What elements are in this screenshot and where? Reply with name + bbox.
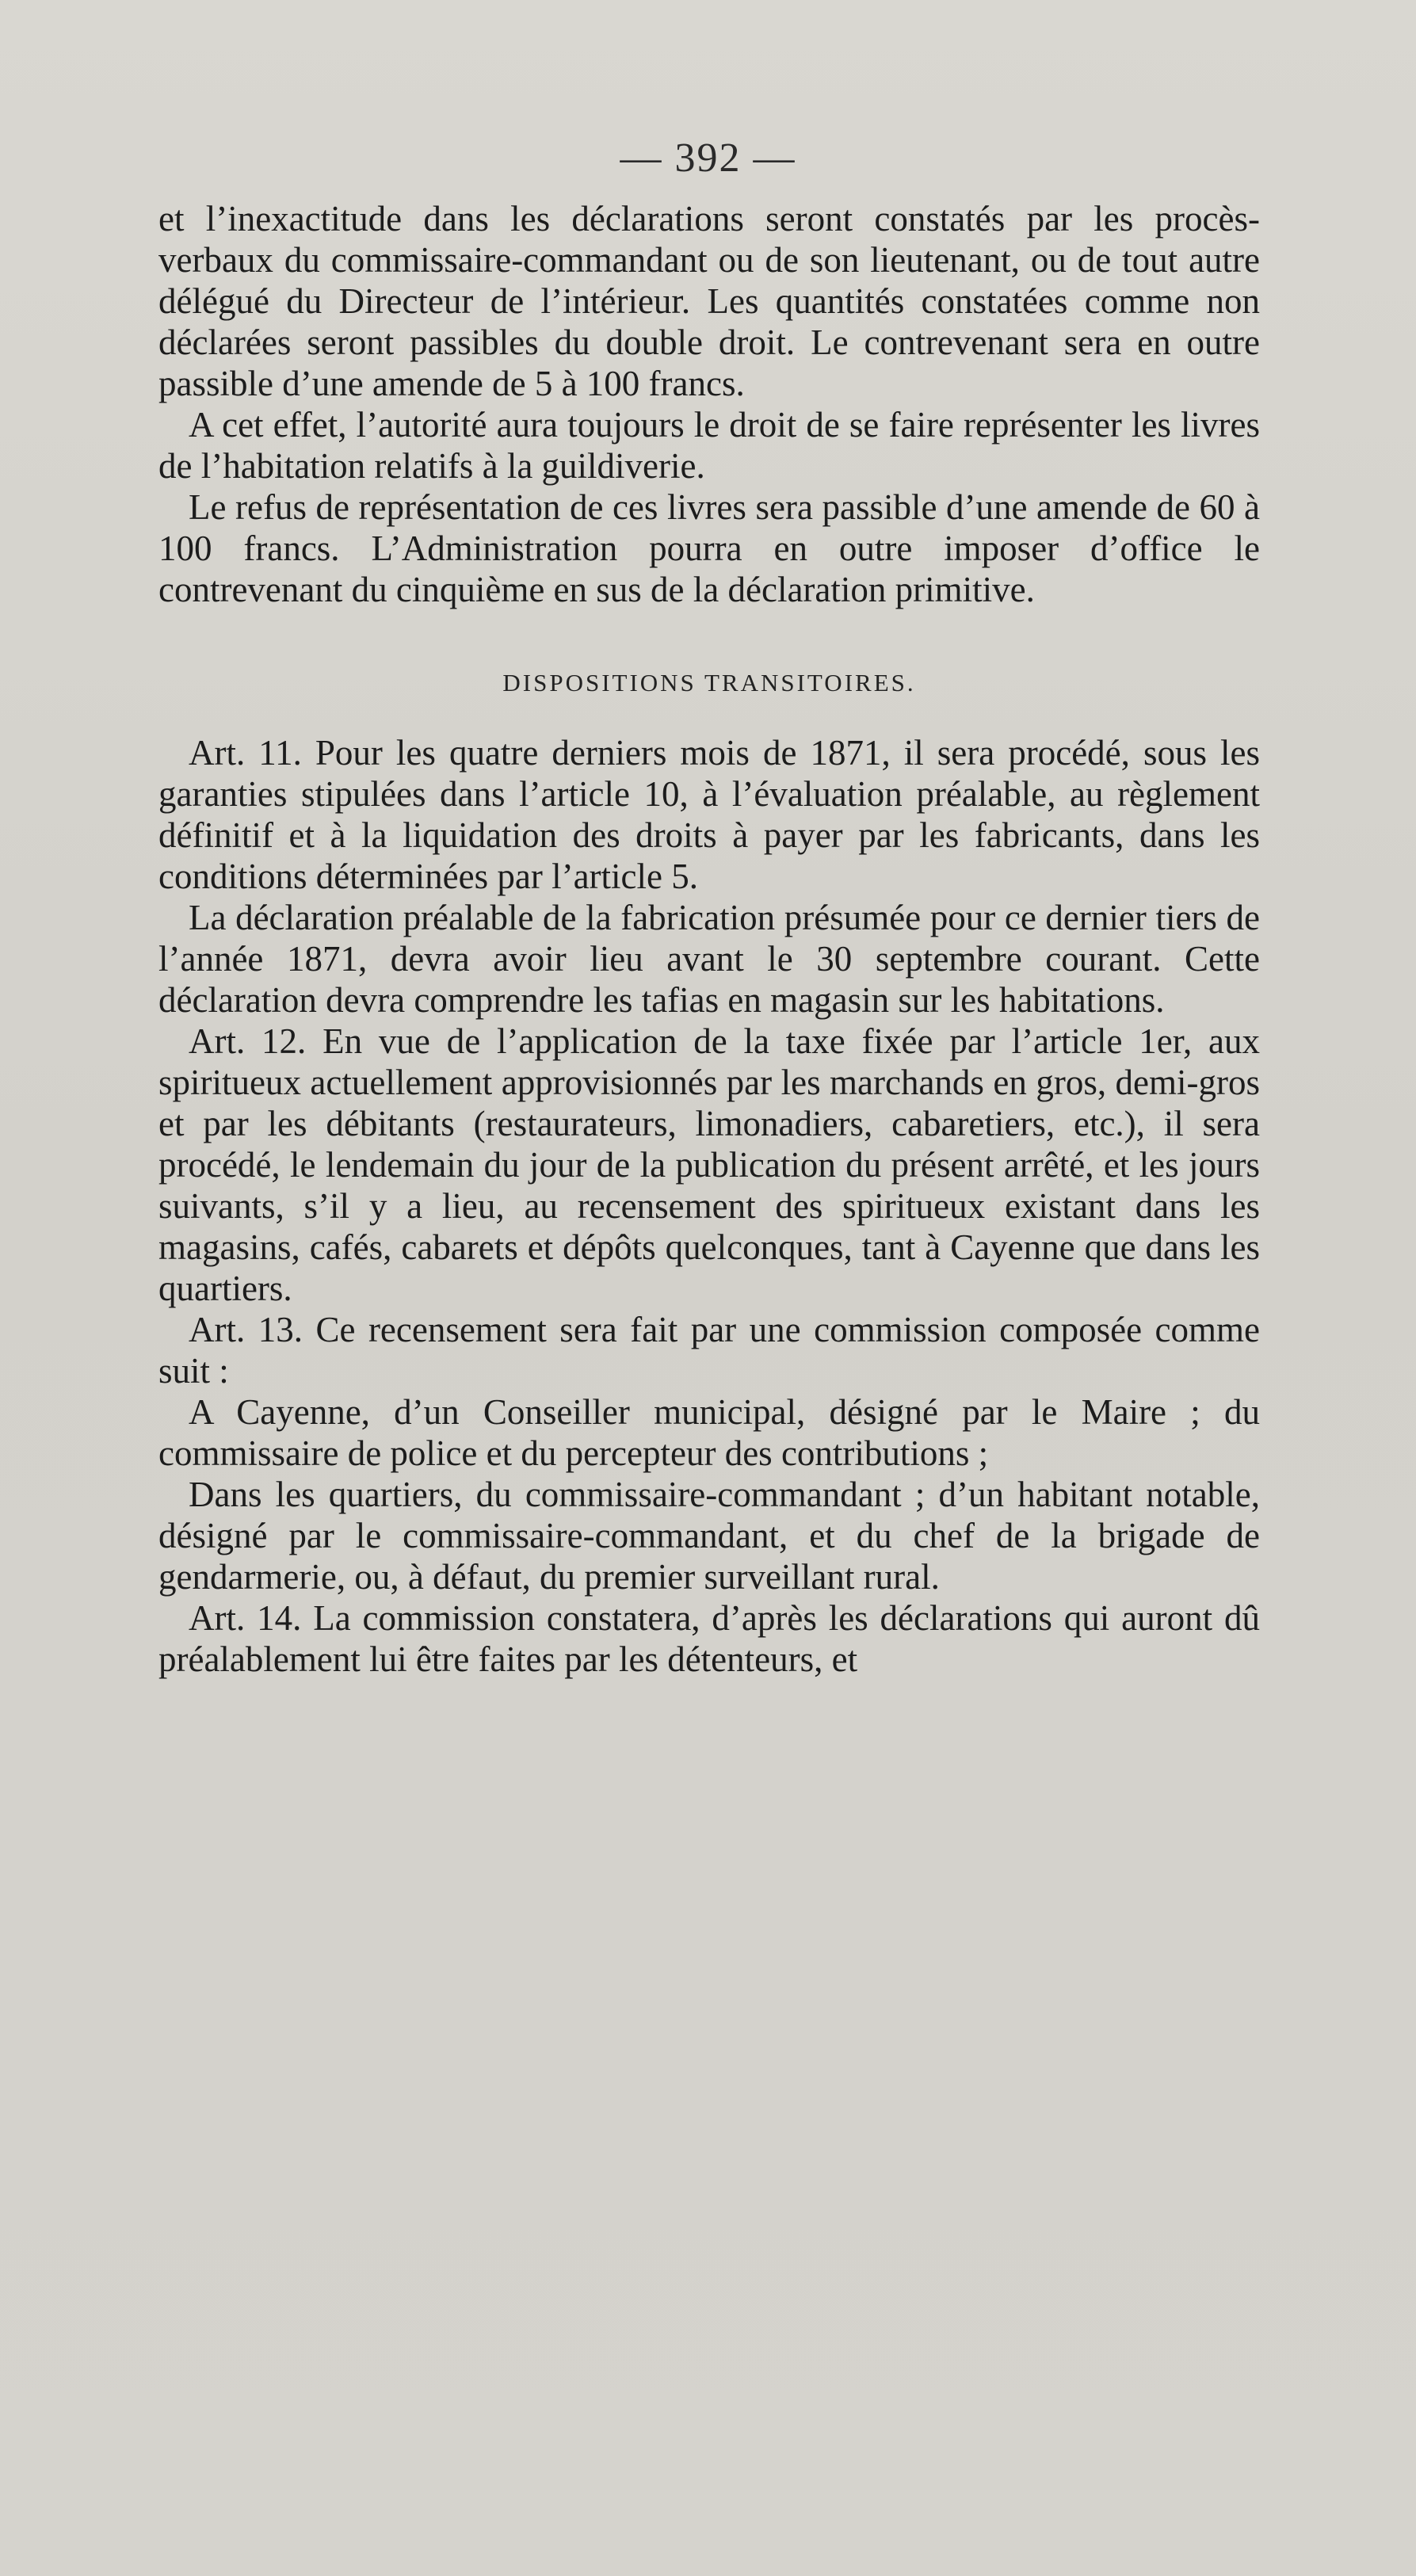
paragraph-2: A cet effet, l’autorité aura toujours le droit de se faire représenter les livres de l’habitation relatifs à la guildiverie. [158,405,1260,486]
page-number: — 392 — [620,135,796,181]
article-11-continuation: La déclaration préalable de la fabrication présumée pour ce dernier tiers de l’année 1871, devra avoir lieu avant le 30 septembre courant. Cette déclaration devra comprendre les tafias en magasin sur les habitations. [158,898,1260,1020]
paragraph-3: Le refus de représentation de ces livres sera passible d’une amende de 60 à 100 francs. L’Administration pourra en outre imposer d’office le contrevenant du cinquième en sus de la déclaration primitive. [158,487,1260,609]
article-13: Art. 13. Ce recensement sera fait par une commission composée comme suit : [158,1310,1260,1391]
article-11: Art. 11. Pour les quatre derniers mois de 1871, il sera procédé, sous les garanties stipulées dans l’article 10, à l’évaluation préalable, au règlement définitif et à la liquidation des droits à payer par les fabricants, dans les conditions déterminées par l’article 5. [158,733,1260,896]
article-14: Art. 14. La commission constatera, d’après les déclarations qui auront dû préalablement lui être faites par les détenteurs, et [158,1598,1260,1679]
article-13-cayenne: A Cayenne, d’un Conseiller municipal, désigné par le Maire ; du commissaire de police et du percepteur des contributions ; [158,1392,1260,1473]
article-13-quartiers: Dans les quartiers, du commissaire-commandant ; d’un habitant notable, désigné par le commissaire-commandant, et du chef de la brigade de gendarmerie, ou, à défaut, du premier surveillant rural. [158,1475,1260,1597]
document-body [158,198,1260,1680]
section-heading: DISPOSITIONS TRANSITOIRES. [502,669,916,696]
paragraph-1: et l’inexactitude dans les déclarations seront constatés par les procès-verbaux du commissaire-commandant ou de son lieutenant, ou de tout autre délégué du Directeur de l’intérieur. Les quantités constatées comme non déclarées seront passibles du double droit. Le contrevenant sera en outre passible d’une amende de 5 à 100 francs. [158,199,1260,403]
article-12: Art. 12. En vue de l’application de la taxe fixée par l’article 1er, aux spiritueux actuellement approvisionnés par les marchands en gros, demi-gros et par les débitants (restaurateurs, limonadiers, cabaretiers, etc.), il sera procédé, le lendemain du jour de la publication du présent arrêté, et les jours suivants, s’il y a lieu, au recensement des spiritueux existant dans les magasins, cafés, cabarets et dépôts quelconques, tant à Cayenne que dans les quartiers. [158,1021,1260,1308]
